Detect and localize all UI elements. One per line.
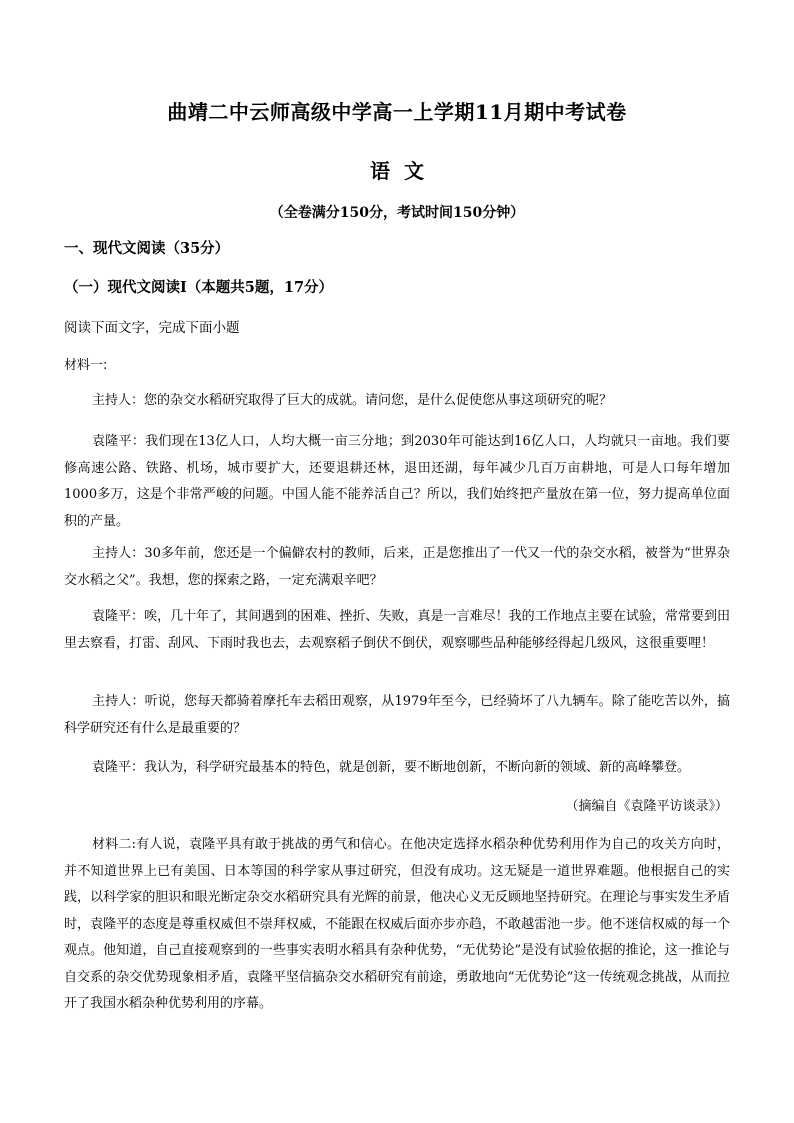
subject-title: 语文	[370, 159, 438, 183]
interview-paragraph: 主持人：30多年前，您还是一个偏僻农村的教师，后来，正是您推出了一代又一代的杂交水稻，被誉为“世界杂交水稻之父”。我想，您的探索之路，一定充满艰辛吧？	[64, 546, 730, 588]
sub-section-heading: （一）现代文阅读Ⅰ（本题共5题，17分）	[64, 279, 334, 296]
interview-paragraph: 主持人：您的杂交水稻研究取得了巨大的成就。请问您，是什么促使您从事这项研究的呢？	[92, 393, 613, 408]
interview-paragraph: 袁隆平：我们现在13亿人口，人均大概一亩三分地；到2030年可能达到16亿人口，人均就只一亩地。我们要修高速公路、铁路、机场，城市要扩大，还要退耕还林，退田还湖，每年减少几百万亩耕地，可是人口每年增加1000多万，这是个非常严峻的问题。中国人能不能养活自己？所以，我们始终把产量放在第一位，努力提高单位面积的产量。	[64, 434, 730, 529]
exam-title: 曲靖二中云师高级中学高一上学期11月期中考试卷	[167, 100, 627, 124]
source-citation: （摘编自《袁隆平访谈录》）	[565, 799, 728, 814]
exam-note: （全卷满分150分，考试时间150分钟）	[269, 205, 525, 221]
material-two-paragraph: 材料二:有人说，袁隆平具有敢于挑战的勇气和信心。在他决定选择水稻杂种优势利用作为自己的攻关方向时，并不知道世界上已有美国、日本等国的科学家从事过研究，但没有成功。这无疑是一道世界难题。他根据自己的实践，以科学家的胆识和眼光断定杂交水稻研究具有光辉的前景，他决心义无反顾地坚持研究。在理论与事实发生矛盾时，袁隆平的态度是尊重权威但不崇拜权威，不能跟在权威后面亦步亦趋，不敢越雷池一步。他不迷信权威的每一个观点。他知道，自己直接观察到的一些事实表明水稻具有杂种优势，“无优势论”是没有试验依据的推论，这一推论与自交系的杂交优势现象相矛盾，袁隆平坚信搞杂交水稻研究有前途，勇敢地向“无优势论”这一传统观念挑战，从而拉开了我国水稻杂种优势利用的序幕。	[64, 837, 730, 1011]
material-one-label: 材料一:	[64, 358, 108, 373]
reading-instruction: 阅读下面文字，完成下面小题	[64, 320, 240, 336]
interview-paragraph: 袁隆平：我认为，科学研究最基本的特色，就是创新，要不断地创新，不断向新的领域、新的高峰攀登。	[92, 760, 691, 775]
section-heading: 一、现代文阅读（35分）	[64, 240, 230, 257]
interview-paragraph: 主持人：听说，您每天都骑着摩托车去稻田观察，从1979年至今，已经骑坏了八九辆车。除了能吃苦以外，搞科学研究还有什么是最重要的？	[64, 694, 730, 736]
interview-paragraph: 袁隆平：唉，几十年了，其间遇到的困难、挫折、失败，真是一言难尽！我的工作地点主要在试验，常常要到田里去察看，打雷、刮风、下雨时我也去，去观察稻子倒伏不倒伏，观察哪些品种能够经得起几级风，这很重要哩！	[64, 609, 730, 651]
